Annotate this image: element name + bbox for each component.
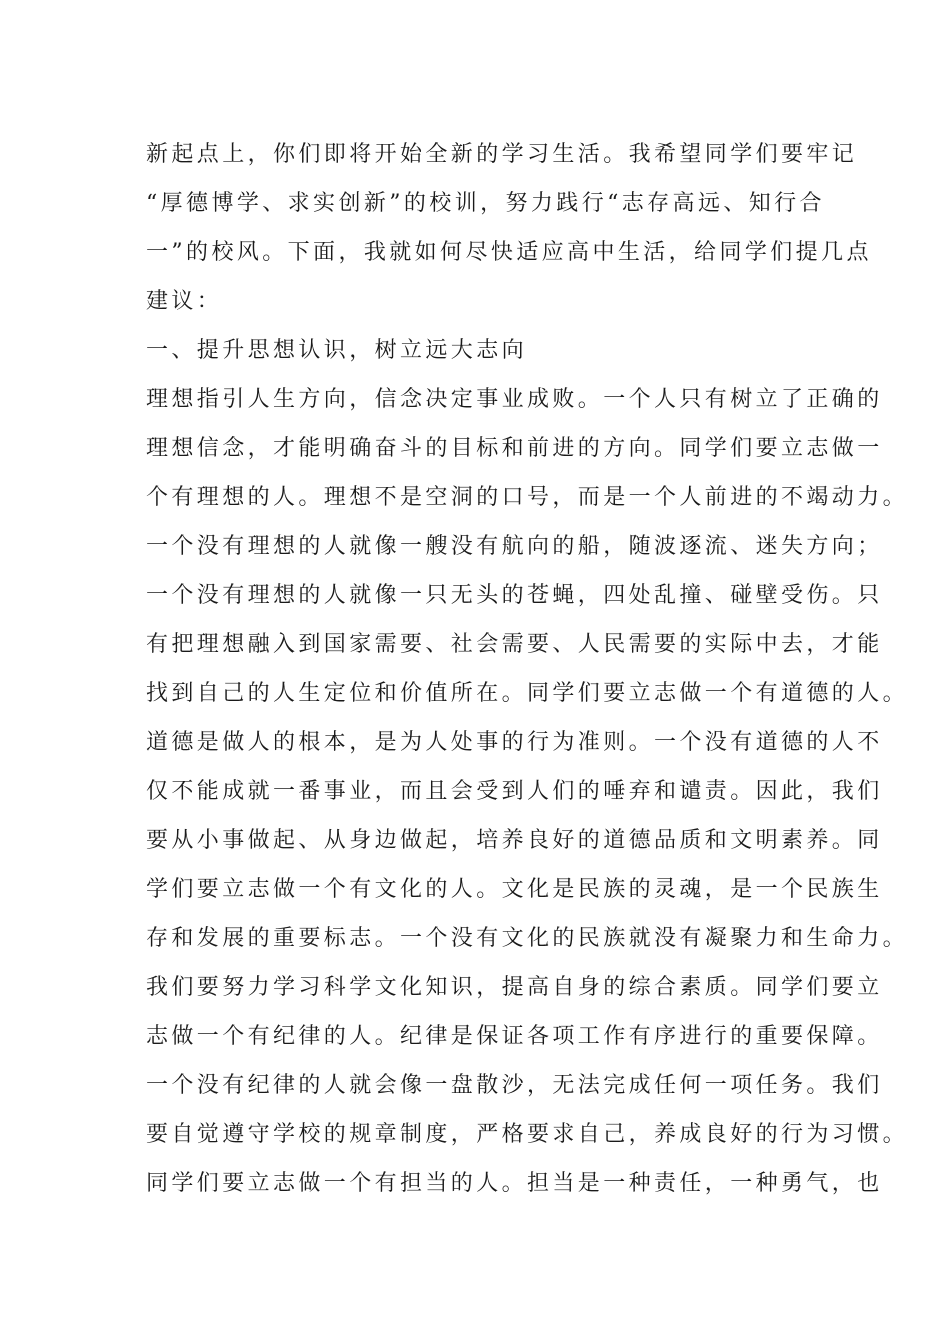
text-line: 理想指引人生方向，信念决定事业成败。一个人只有树立了正确的 (146, 387, 883, 412)
text-line: 存和发展的重要标志。一个没有文化的民族就没有凝聚力和生命力。 (146, 926, 909, 951)
text-line: 要自觉遵守学校的规章制度，严格要求自己，养成良好的行为习惯。 (146, 1122, 909, 1147)
text-line: 一个没有纪律的人就会像一盘散沙，无法完成任何一项任务。我们 (146, 1073, 883, 1098)
text-line: 新起点上，你们即将开始全新的学习生活。我希望同学们要牢记 (146, 142, 858, 167)
section-heading: 一、提升思想认识，树立远大志向 (146, 338, 528, 363)
text-line: 找到自己的人生定位和价值所在。同学们要立志做一个有道德的人。 (146, 681, 909, 706)
text-line: 道德是做人的根本，是为人处事的行为准则。一个没有道德的人不 (146, 730, 883, 755)
text-line: 要从小事做起、从身边做起，培养良好的道德品质和文明素养。同 (146, 828, 883, 853)
text-line: 志做一个有纪律的人。纪律是保证各项工作有序进行的重要保障。 (146, 1024, 883, 1049)
text-line: 我们要努力学习科学文化知识，提高自身的综合素质。同学们要立 (146, 975, 883, 1000)
text-line: 仅不能成就一番事业，而且会受到人们的唾弃和谴责。因此，我们 (146, 779, 883, 804)
text-line: “厚德博学、求实创新”的校训，努力践行“志存高远、知行合 (146, 191, 825, 216)
text-line: 一个没有理想的人就像一艘没有航向的船，随波逐流、迷失方向； (146, 534, 883, 559)
text-line: 理想信念，才能明确奋斗的目标和前进的方向。同学们要立志做一 (146, 436, 883, 461)
text-line: 有把理想融入到国家需要、社会需要、人民需要的实际中去，才能 (146, 632, 883, 657)
text-line: 建议： (146, 289, 223, 314)
text-line: 个有理想的人。理想不是空洞的口号，而是一个人前进的不竭动力。 (146, 485, 909, 510)
text-line: 学们要立志做一个有文化的人。文化是民族的灵魂，是一个民族生 (146, 877, 883, 902)
text-line: 一个没有理想的人就像一只无头的苍蝇，四处乱撞、碰壁受伤。只 (146, 583, 883, 608)
text-line: 一”的校风。下面，我就如何尽快适应高中生活，给同学们提几点 (146, 240, 872, 265)
body-text (146, 130, 909, 1208)
text-line: 同学们要立志做一个有担当的人。担当是一种责任，一种勇气，也 (146, 1171, 883, 1196)
